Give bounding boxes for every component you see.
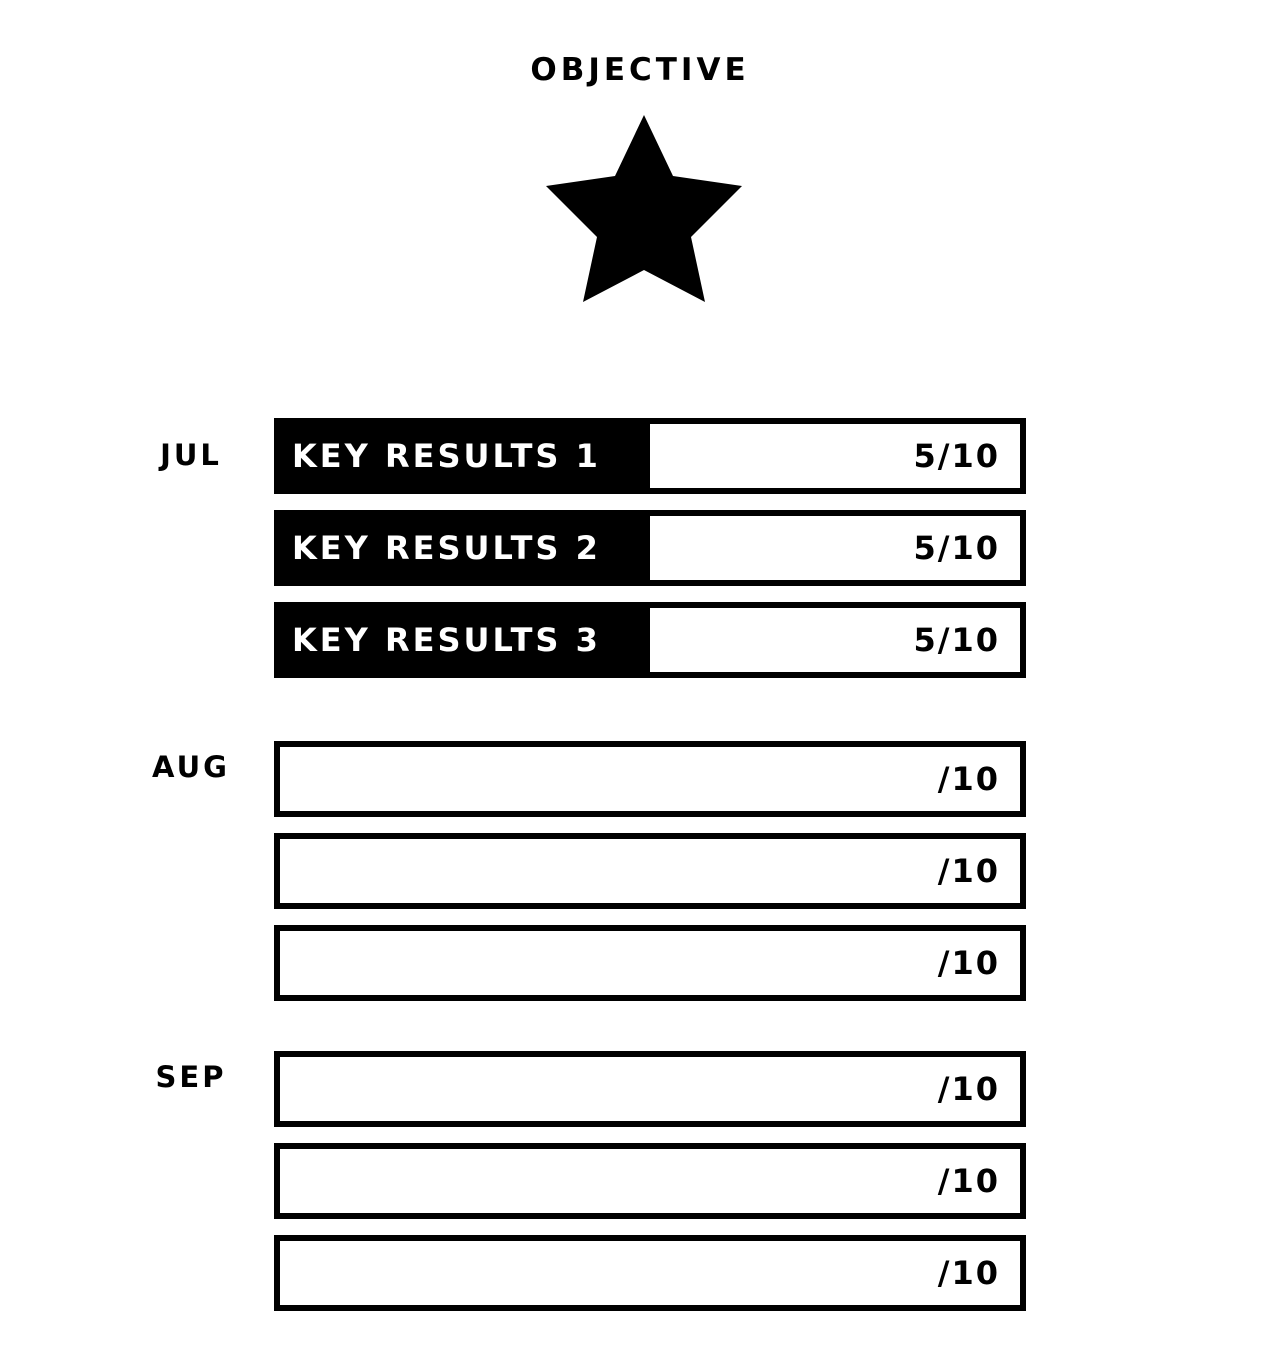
key-result-label: KEY RESULTS 3 xyxy=(292,621,601,659)
key-result-score: /10 xyxy=(937,852,1000,890)
month-label-jul: JUL xyxy=(160,438,222,472)
objective-title: OBJECTIVE xyxy=(530,52,750,88)
star-icon xyxy=(545,115,743,303)
key-result-row[interactable] xyxy=(274,1143,1026,1219)
key-result-row[interactable] xyxy=(274,510,1026,586)
key-result-row[interactable] xyxy=(274,602,1026,678)
key-result-row[interactable] xyxy=(274,833,1026,909)
key-result-label: KEY RESULTS 1 xyxy=(292,437,601,475)
key-result-score: /10 xyxy=(937,944,1000,982)
key-result-score: /10 xyxy=(937,1254,1000,1292)
month-label-aug: AUG xyxy=(152,750,230,784)
key-result-row[interactable] xyxy=(274,741,1026,817)
key-result-score: 5/10 xyxy=(913,529,1000,567)
key-result-row[interactable] xyxy=(274,925,1026,1001)
key-result-row[interactable] xyxy=(274,1235,1026,1311)
key-result-label: KEY RESULTS 2 xyxy=(292,529,601,567)
month-label-sep: SEP xyxy=(155,1060,227,1094)
key-result-score: /10 xyxy=(937,1162,1000,1200)
key-result-row[interactable] xyxy=(274,1051,1026,1127)
key-result-score: 5/10 xyxy=(913,437,1000,475)
key-result-score: 5/10 xyxy=(913,621,1000,659)
key-result-score: /10 xyxy=(937,760,1000,798)
key-result-score: /10 xyxy=(937,1070,1000,1108)
key-result-row[interactable] xyxy=(274,418,1026,494)
